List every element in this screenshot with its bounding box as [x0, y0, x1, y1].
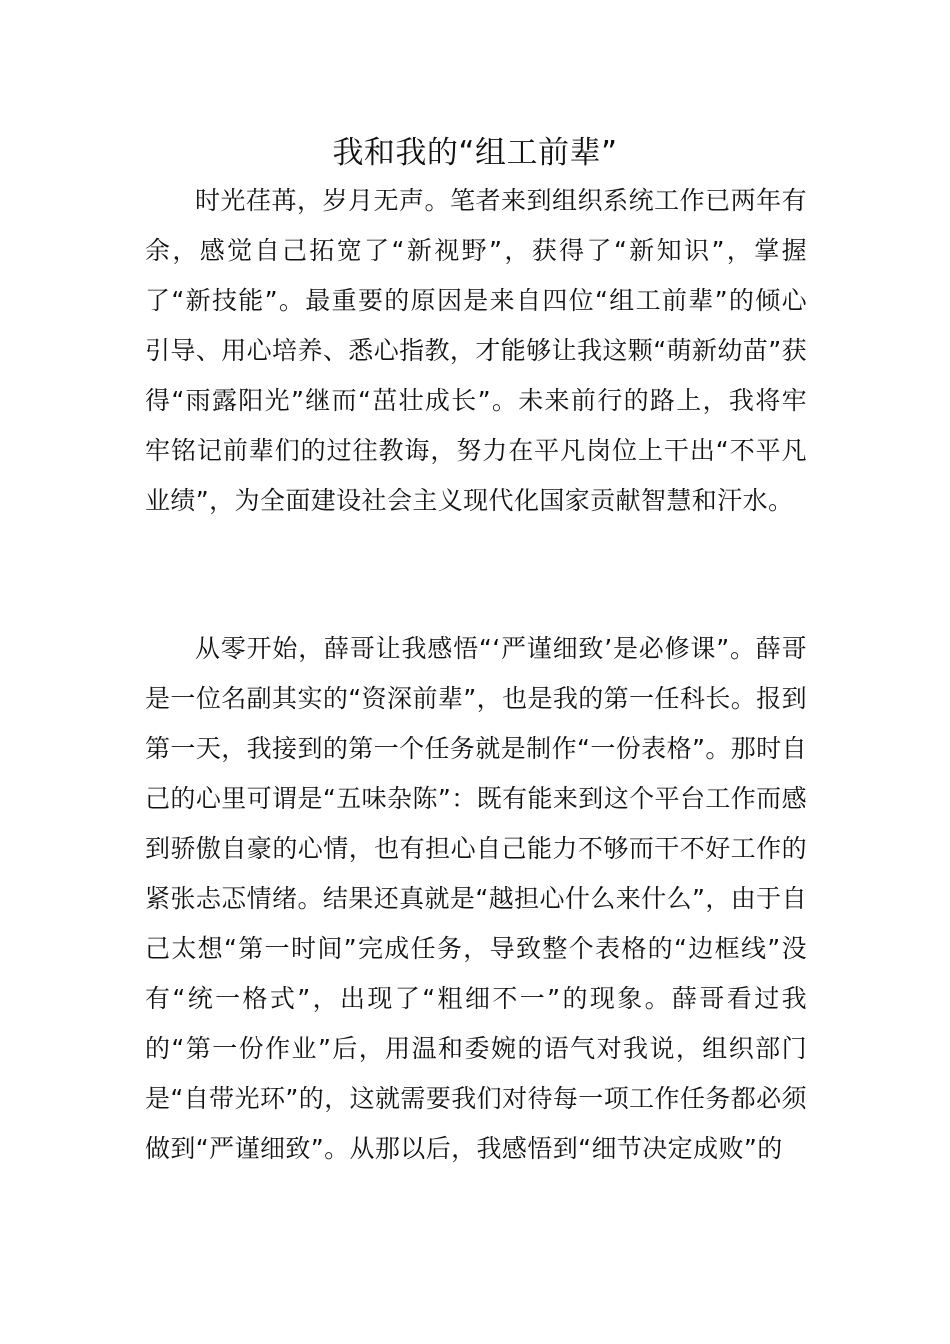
- paragraph-1: 时光荏苒，岁月无声。笔者来到组织系统工作已两年有余，感觉自己拓宽了“新视野”，获得了“新知识”，掌握了“新技能”。最重要的原因是来自四位“组工前辈”的倾心引导、用心培养、悉心指教，才能够让我这颗“萌新幼苗”获得“雨露阳光”继而“茁壮成长”。未来前行的路上，我将牢牢铭记前辈们的过往教诲，努力在平凡岗位上干出“不平凡业绩”，为全面建设社会主义现代化国家贡献智慧和汗水。: [145, 186, 807, 515]
- paragraph-2: 从零开始，薛哥让我感悟“‘严谨细致’是必修课”。薛哥是一位名副其实的“资深前辈”，也是我的第一任科长。报到第一天，我接到的第一个任务就是制作“一份表格”。那时自己的心里可谓是“五味杂陈”：既有能来到这个平台工作而感到骄傲自豪的心情，也有担心自己能力不够而干不好工作的紧张忐忑情绪。结果还真就是“越担心什么来什么”，由于自己太想“第一时间”完成任务，导致整个表格的“边框线”没有“统一格式”，出现了“粗细不一”的现象。薛哥看过我的“第一份作业”后，用温和委婉的语气对我说，组织部门是“自带光环”的，这就需要我们对待每一项工作任务都必须做到“严谨细致”。从那以后，我感悟到“细节决定成败”的: [145, 634, 807, 1163]
- document-title: 我和我的“组工前辈”: [332, 135, 618, 171]
